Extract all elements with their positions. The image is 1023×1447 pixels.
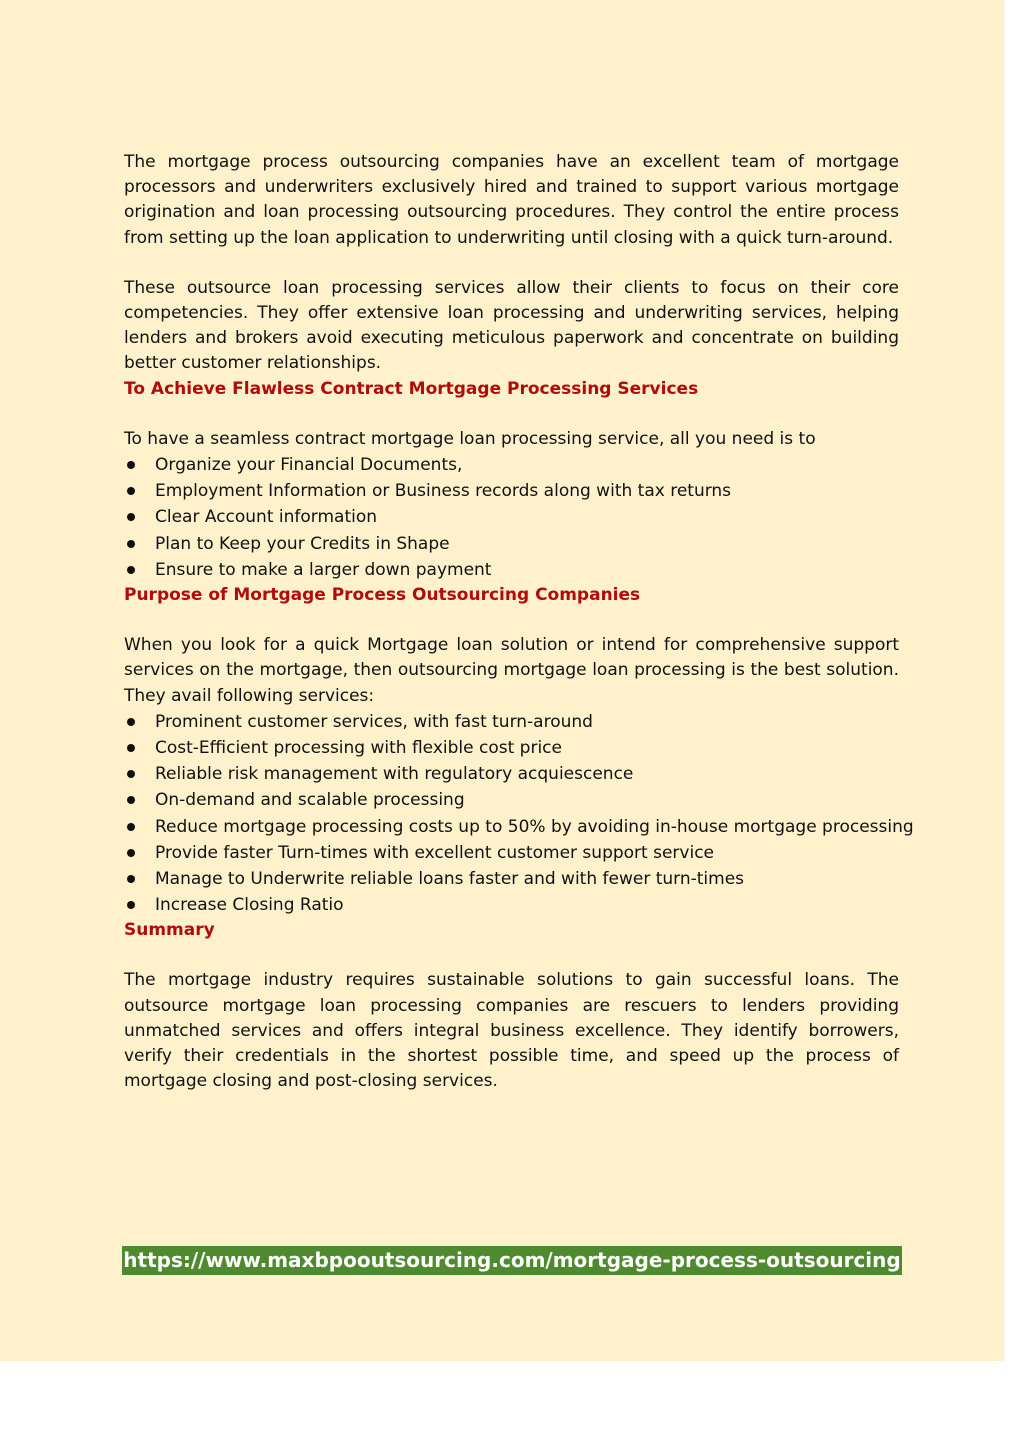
- section1-bullet-list: [124, 452, 899, 583]
- list-item-text: Employment Information or Business records along with tax returns: [155, 481, 732, 502]
- document-body: [124, 150, 914, 1095]
- list-item: [124, 866, 899, 892]
- bullet-icon: [127, 849, 135, 857]
- list-item-text: Reduce mortgage processing costs up to 50% by avoiding in-house mortgage processing: [155, 816, 914, 837]
- bullet-icon: [127, 461, 135, 469]
- bullet-icon: [127, 487, 135, 495]
- list-item-text: Increase Closing Ratio: [155, 895, 344, 916]
- section1-lead: To have a seamless contract mortgage loan processing service, all you need is to: [124, 428, 816, 449]
- list-item-text: Provide faster Turn-times with excellent customer support service: [155, 842, 714, 863]
- bullet-icon: [127, 796, 135, 804]
- list-item: [124, 531, 899, 557]
- list-item-text: Plan to Keep your Credits in Shape: [155, 533, 450, 554]
- section-heading-purpose: Purpose of Mortgage Process Outsourcing Companies: [124, 584, 641, 605]
- list-item: [124, 709, 899, 735]
- list-item: [124, 452, 899, 478]
- list-item: [124, 557, 899, 583]
- section2-bullet-list: [124, 709, 914, 919]
- list-item: [124, 840, 899, 866]
- summary-paragraph: The mortgage industry requires sustainable solutions to gain successful loans. The outsource mortgage loan processing companies are rescuers to lenders providing unmatched services and offers integral business excellence. They identify borrowers, verify their credentials in the shortest possible time, and speed up the process of mortgage closing and post-closing services.: [124, 970, 899, 1092]
- bullet-icon: [127, 566, 135, 574]
- list-item: [124, 504, 899, 530]
- list-item: [124, 787, 899, 813]
- bullet-icon: [127, 823, 135, 831]
- website-url-link[interactable]: https://www.maxbpooutsourcing.com/mortgage-process-outsourcing: [122, 1246, 902, 1275]
- list-item: [124, 814, 914, 840]
- intro-paragraph-2: These outsource loan processing services allow their clients to focus on their core competencies. They offer extensive loan processing and underwriting services, helping lenders and brokers avoid executing meticulous paperwork and concentrate on building better customer relationships.: [124, 277, 899, 374]
- list-item-text: Organize your Financial Documents,: [155, 455, 463, 476]
- list-item: [124, 735, 899, 761]
- bullet-icon: [127, 901, 135, 909]
- list-item-text: Prominent customer services, with fast turn-around: [155, 711, 593, 732]
- list-item-text: Manage to Underwrite reliable loans faster and with fewer turn-times: [155, 868, 745, 889]
- bullet-icon: [127, 875, 135, 883]
- bullet-icon: [127, 718, 135, 726]
- bullet-icon: [127, 513, 135, 521]
- bullet-icon: [127, 540, 135, 548]
- section2-lead: When you look for a quick Mortgage loan solution or intend for comprehensive support services on the mortgage, then outsourcing mortgage loan processing is the best solution. They avail following services:: [124, 635, 899, 706]
- list-item-text: Reliable risk management with regulatory acquiescence: [155, 764, 634, 785]
- intro-paragraph-1: The mortgage process outsourcing companies have an excellent team of mortgage processors and underwriters exclusively hired and trained to support various mortgage origination and loan processing outsourcing procedures. They control the entire process from setting up the loan application to underwriting until closing with a quick turn-around.: [124, 152, 899, 248]
- list-item: [124, 478, 899, 504]
- list-item-text: Clear Account information: [155, 507, 378, 528]
- list-item-text: On-demand and scalable processing: [155, 790, 465, 811]
- list-item: [124, 892, 899, 918]
- list-item-text: Ensure to make a larger down payment: [155, 559, 492, 580]
- bullet-icon: [127, 744, 135, 752]
- section-heading-summary: Summary: [124, 920, 215, 941]
- list-item-text: Cost-Efficient processing with flexible cost price: [155, 737, 562, 758]
- list-item: [124, 761, 899, 787]
- section-heading-flawless-processing: To Achieve Flawless Contract Mortgage Processing Services: [124, 378, 699, 399]
- bullet-icon: [127, 770, 135, 778]
